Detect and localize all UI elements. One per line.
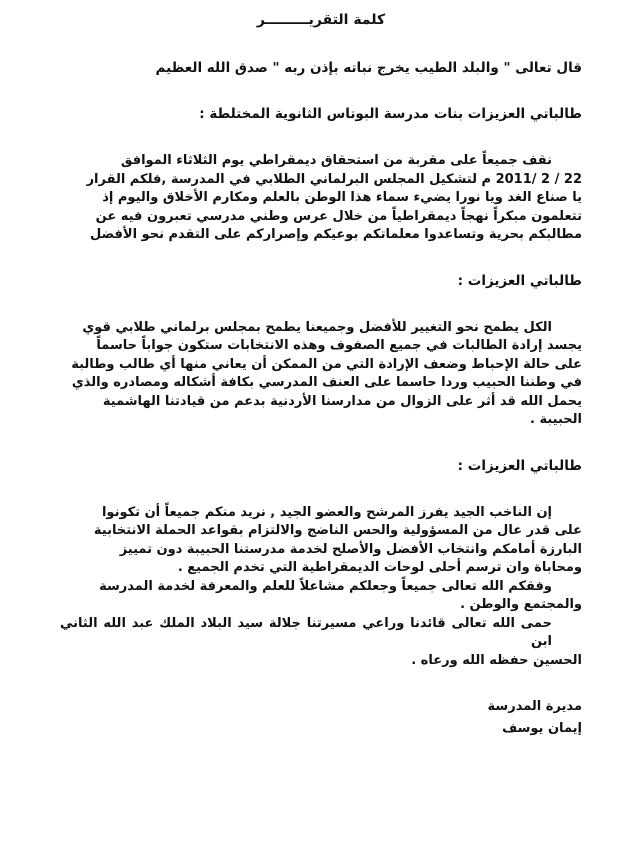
paragraph-line: البارزة أمامكم وانتخاب الأفضل والأصلح لخدمة مدرستنا الحبيبة دون تمييز <box>119 541 582 557</box>
paragraph-line: وفقكم الله تعالى جميعاً وجعلكم مشاعلاً للعلم والمعرفة لخدمة المدرسة <box>99 578 552 594</box>
paragraph-line: 22 / 2 /2011 م لتشكيل المجلس البرلماني الطلابي في المدرسة ,فلكم القرار <box>86 171 582 187</box>
paragraph-line: يحمل الله قد أثر على الزوال من مدارسنا الأردنية بدعم من قيادتنا الهاشمية <box>102 393 582 409</box>
paragraph-line: على قدر عال من المسؤولية والحس الناضج والالتزام بقواعد الحملة الانتخابية <box>93 523 582 538</box>
page-title: كلمة التقريـــــــــر <box>256 12 386 28</box>
paragraph-election-announcement <box>60 152 582 245</box>
paragraph-line: يجسد إرادة الطالبات في جميع الصفوف وهذه الانتخابات ستكون جواباً حاسماً <box>96 338 582 353</box>
paragraph-line: إن الناخب الجيد يفرز المرشح والعضو الجيد , نريد منكم جميعاً أن تكونوا <box>101 504 552 520</box>
paragraph-line: تتعلمون مبكراً نهجاً ديمقراطياً من خلال عرس وطني مدرسي تعبرون فيه عن <box>95 208 582 224</box>
paragraph-change-aspiration <box>60 319 582 430</box>
paragraph-line: على حالة الإحباط وضعف الإرادة التي من الممكن أن يعاني منها أي طالب وطالبة <box>71 356 582 372</box>
paragraph-line: والمجتمع والوطن . <box>460 597 582 612</box>
paragraph-line: الحسين حفظه الله ورعاه . <box>411 652 582 668</box>
paragraph-line: مطالبكم بحرية وتساعدوا معلماتكم بوعيكم وإصراركم على التقدم نحو الأفضل <box>90 227 582 242</box>
paragraph-line: الكل يطمح نحو التغيير للأفضل وجميعنا يطمح بمجلس برلماني طلابي قوي <box>82 319 552 335</box>
paragraph-good-voter <box>60 504 582 671</box>
quran-verse: قال تعالى " والبلد الطيب يخرج نباته بإذن ربه " صدق الله العظيم <box>155 60 582 76</box>
signature-title: مديرة المدرسة <box>487 699 582 714</box>
salutation-second: طالباتي العزيزات : <box>457 272 582 289</box>
signature-block <box>60 696 582 740</box>
paragraph-line: الحبيبة . <box>530 412 582 427</box>
paragraph-line: نقف جميعاً على مقربة من استحقاق ديمقراطي يوم الثلاثاء الموافق <box>120 153 552 168</box>
paragraph-line: ومحاباة وان ترسم أحلى لوحات الديمقراطية التي تخدم الجميع . <box>177 560 582 575</box>
paragraph-line: حمى الله تعالى قائدنا وراعي مسيرتنا جلالة سيد البلاد الملك عبد الله الثاني ابن <box>60 615 552 649</box>
paragraph-line: يا صناع الغد ويا نورا يضيء سماء هذا الوطن بالعلم ومكارم الأخلاق واليوم إذ <box>102 190 582 205</box>
salutation-main: طالباتي العزيزات بنات مدرسة البوتاس الثانوية المختلطة : <box>199 106 582 122</box>
signature-name: إيمان يوسف <box>502 721 582 736</box>
paragraph-line: في وطننا الحبيب وردا حاسما على العنف المدرسي بكافة أشكاله ومصادره والذي <box>71 375 582 390</box>
salutation-third: طالباتي العزيزات : <box>457 457 582 474</box>
